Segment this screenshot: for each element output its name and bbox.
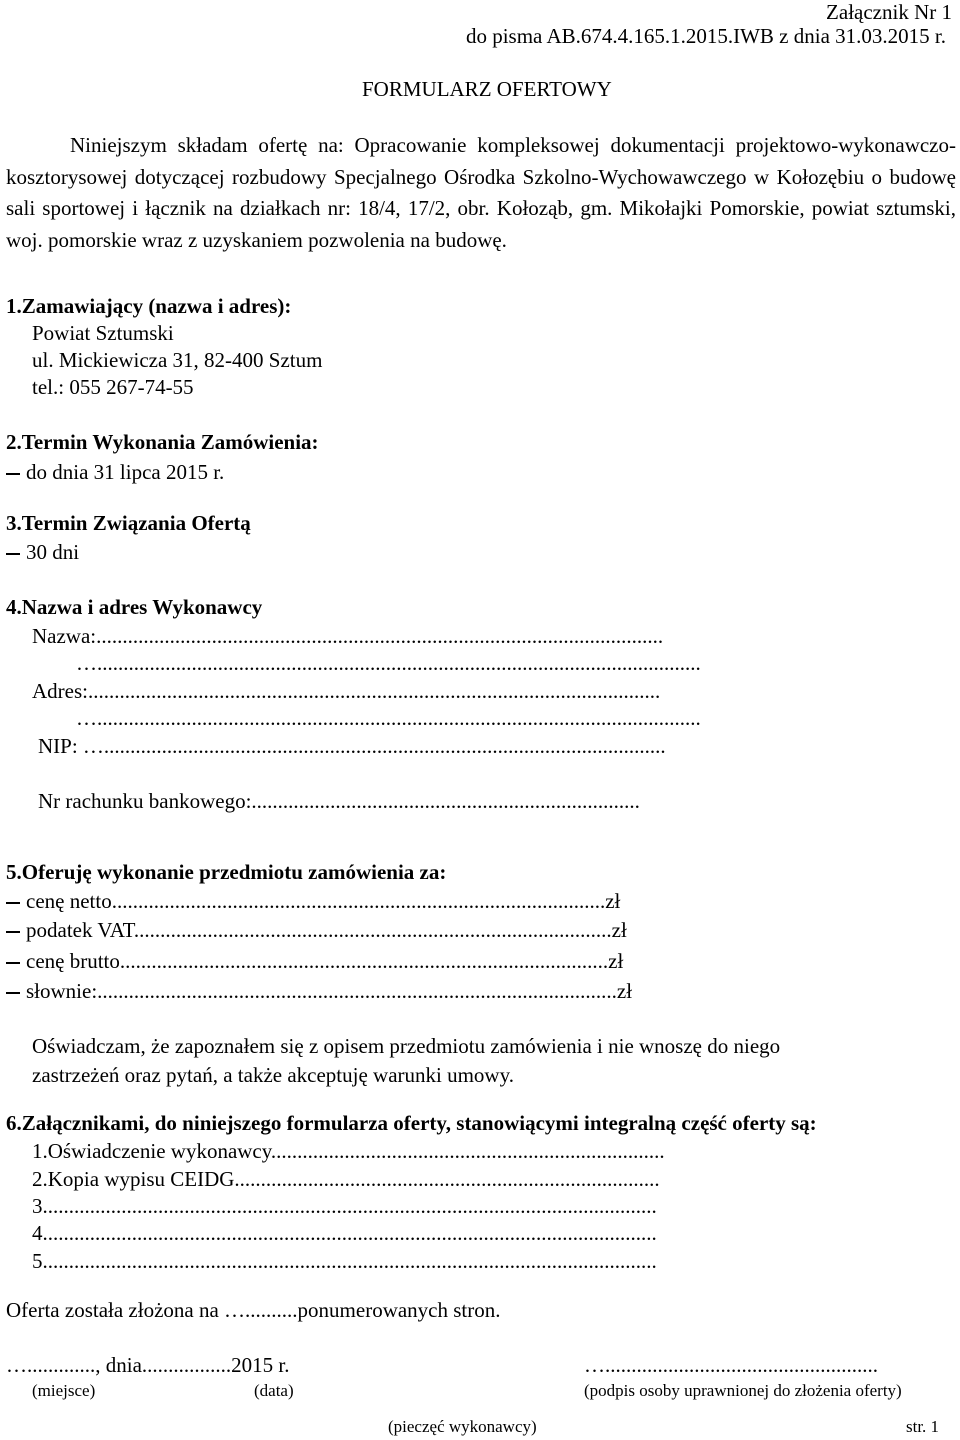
declaration-line-1: Oświadczam, że zapoznałem się z opisem przedmiotu zamówienia i nie wnoszę do niego [32, 1034, 781, 1058]
attachment-label: Załącznik Nr 1 [826, 0, 952, 24]
client-phone: tel.: 055 267-74-55 [32, 375, 194, 399]
attachment-item-2: 2.Kopia wypisu CEIDG................................................................................. [32, 1167, 660, 1191]
attachment-item-1: 1.Oświadczenie wykonawcy........................................................................... [32, 1139, 665, 1163]
page-number: str. 1 [906, 1417, 940, 1436]
signature-label: (podpis osoby uprawnionej do złożenia oferty) [584, 1381, 902, 1400]
place-label: (miejsce) [32, 1381, 96, 1400]
attachment-item-3: 3..................................................................................................................... [32, 1194, 657, 1218]
page-count-statement: Oferta została złożona na …..........ponumerowanych stron. [6, 1298, 501, 1322]
place-date-line: …............., dnia.................2015 r. [6, 1353, 290, 1377]
bank-account-field: Nr rachunku bankowego:.......................................................................... [38, 789, 640, 813]
contractor-address-field: Adres:............................................................................................................. [32, 679, 661, 703]
contractor-nip-field: NIP: …........................................................................................................... [38, 734, 666, 758]
binding-period-item: 30 dni [6, 540, 79, 565]
reference-label: do pisma AB.674.4.165.1.2015.IWB z dnia 31.03.2015 r. [465, 24, 946, 48]
section2-heading: 2.Termin Wykonania Zamówienia: [6, 430, 319, 454]
attachment-item-5: 5..................................................................................................................... [32, 1249, 657, 1273]
section4-heading: 4.Nazwa i adres Wykonawcy [6, 595, 263, 619]
intro-paragraph: Niniejszym składam ofertę na: Opracowanie kompleksowej dokumentacji projektowo-wykonawczo-kosztorysowej dotyczącej rozbudowy Specjalnego Ośrodka Szkolno-Wychowawczego w Kołozębiu o budowę sali sportowej i łącznik na działkach nr: 18/4, 17/2, obr. Kołoząb, gm. Mikołajki Pomorskie, powiat sztumski, woj. pomorskie wraz z uzyskaniem pozwolenia na budowę. [6, 133, 956, 252]
section3-heading: 3.Termin Związania Ofertą [6, 511, 251, 535]
section6-heading: 6.Załącznikami, do niniejszego formularza oferty, stanowiącymi integralną część oferty są: [6, 1111, 817, 1135]
section5-heading: 5.Oferuję wykonanie przedmiotu zamówienia za: [6, 860, 447, 884]
declaration-line-2: zastrzeżeń oraz pytań, a także akceptuję warunki umowy. [32, 1063, 514, 1087]
date-label: (data) [254, 1381, 294, 1400]
attachment-item-4: 4..................................................................................................................... [32, 1221, 657, 1245]
vat-field: podatek VAT...........................................................................................zł [6, 918, 930, 943]
gross-price-field: cenę brutto.............................................................................................zł [6, 949, 930, 974]
page-title: FORMULARZ OFERTOWY [362, 77, 612, 101]
client-address: ul. Mickiewicza 31, 82-400 Sztum [32, 348, 323, 372]
stamp-label: (pieczęć wykonawcy) [388, 1417, 537, 1436]
signature-line: ….................................................... [584, 1353, 878, 1377]
contractor-name-field-2: …................................................................................................................... [76, 651, 701, 675]
net-price-field: cenę netto..............................................................................................zł [6, 889, 930, 914]
section1-heading: 1.Zamawiający (nazwa i adres): [6, 294, 292, 318]
deadline-item: do dnia 31 lipca 2015 r. [6, 460, 224, 485]
contractor-address-field-2: …................................................................................................................... [76, 706, 701, 730]
client-name: Powiat Sztumski [32, 321, 174, 345]
contractor-name-field: Nazwa:............................................................................................................ [32, 624, 664, 648]
price-in-words-field: słownie:...................................................................................................zł [6, 979, 930, 1004]
